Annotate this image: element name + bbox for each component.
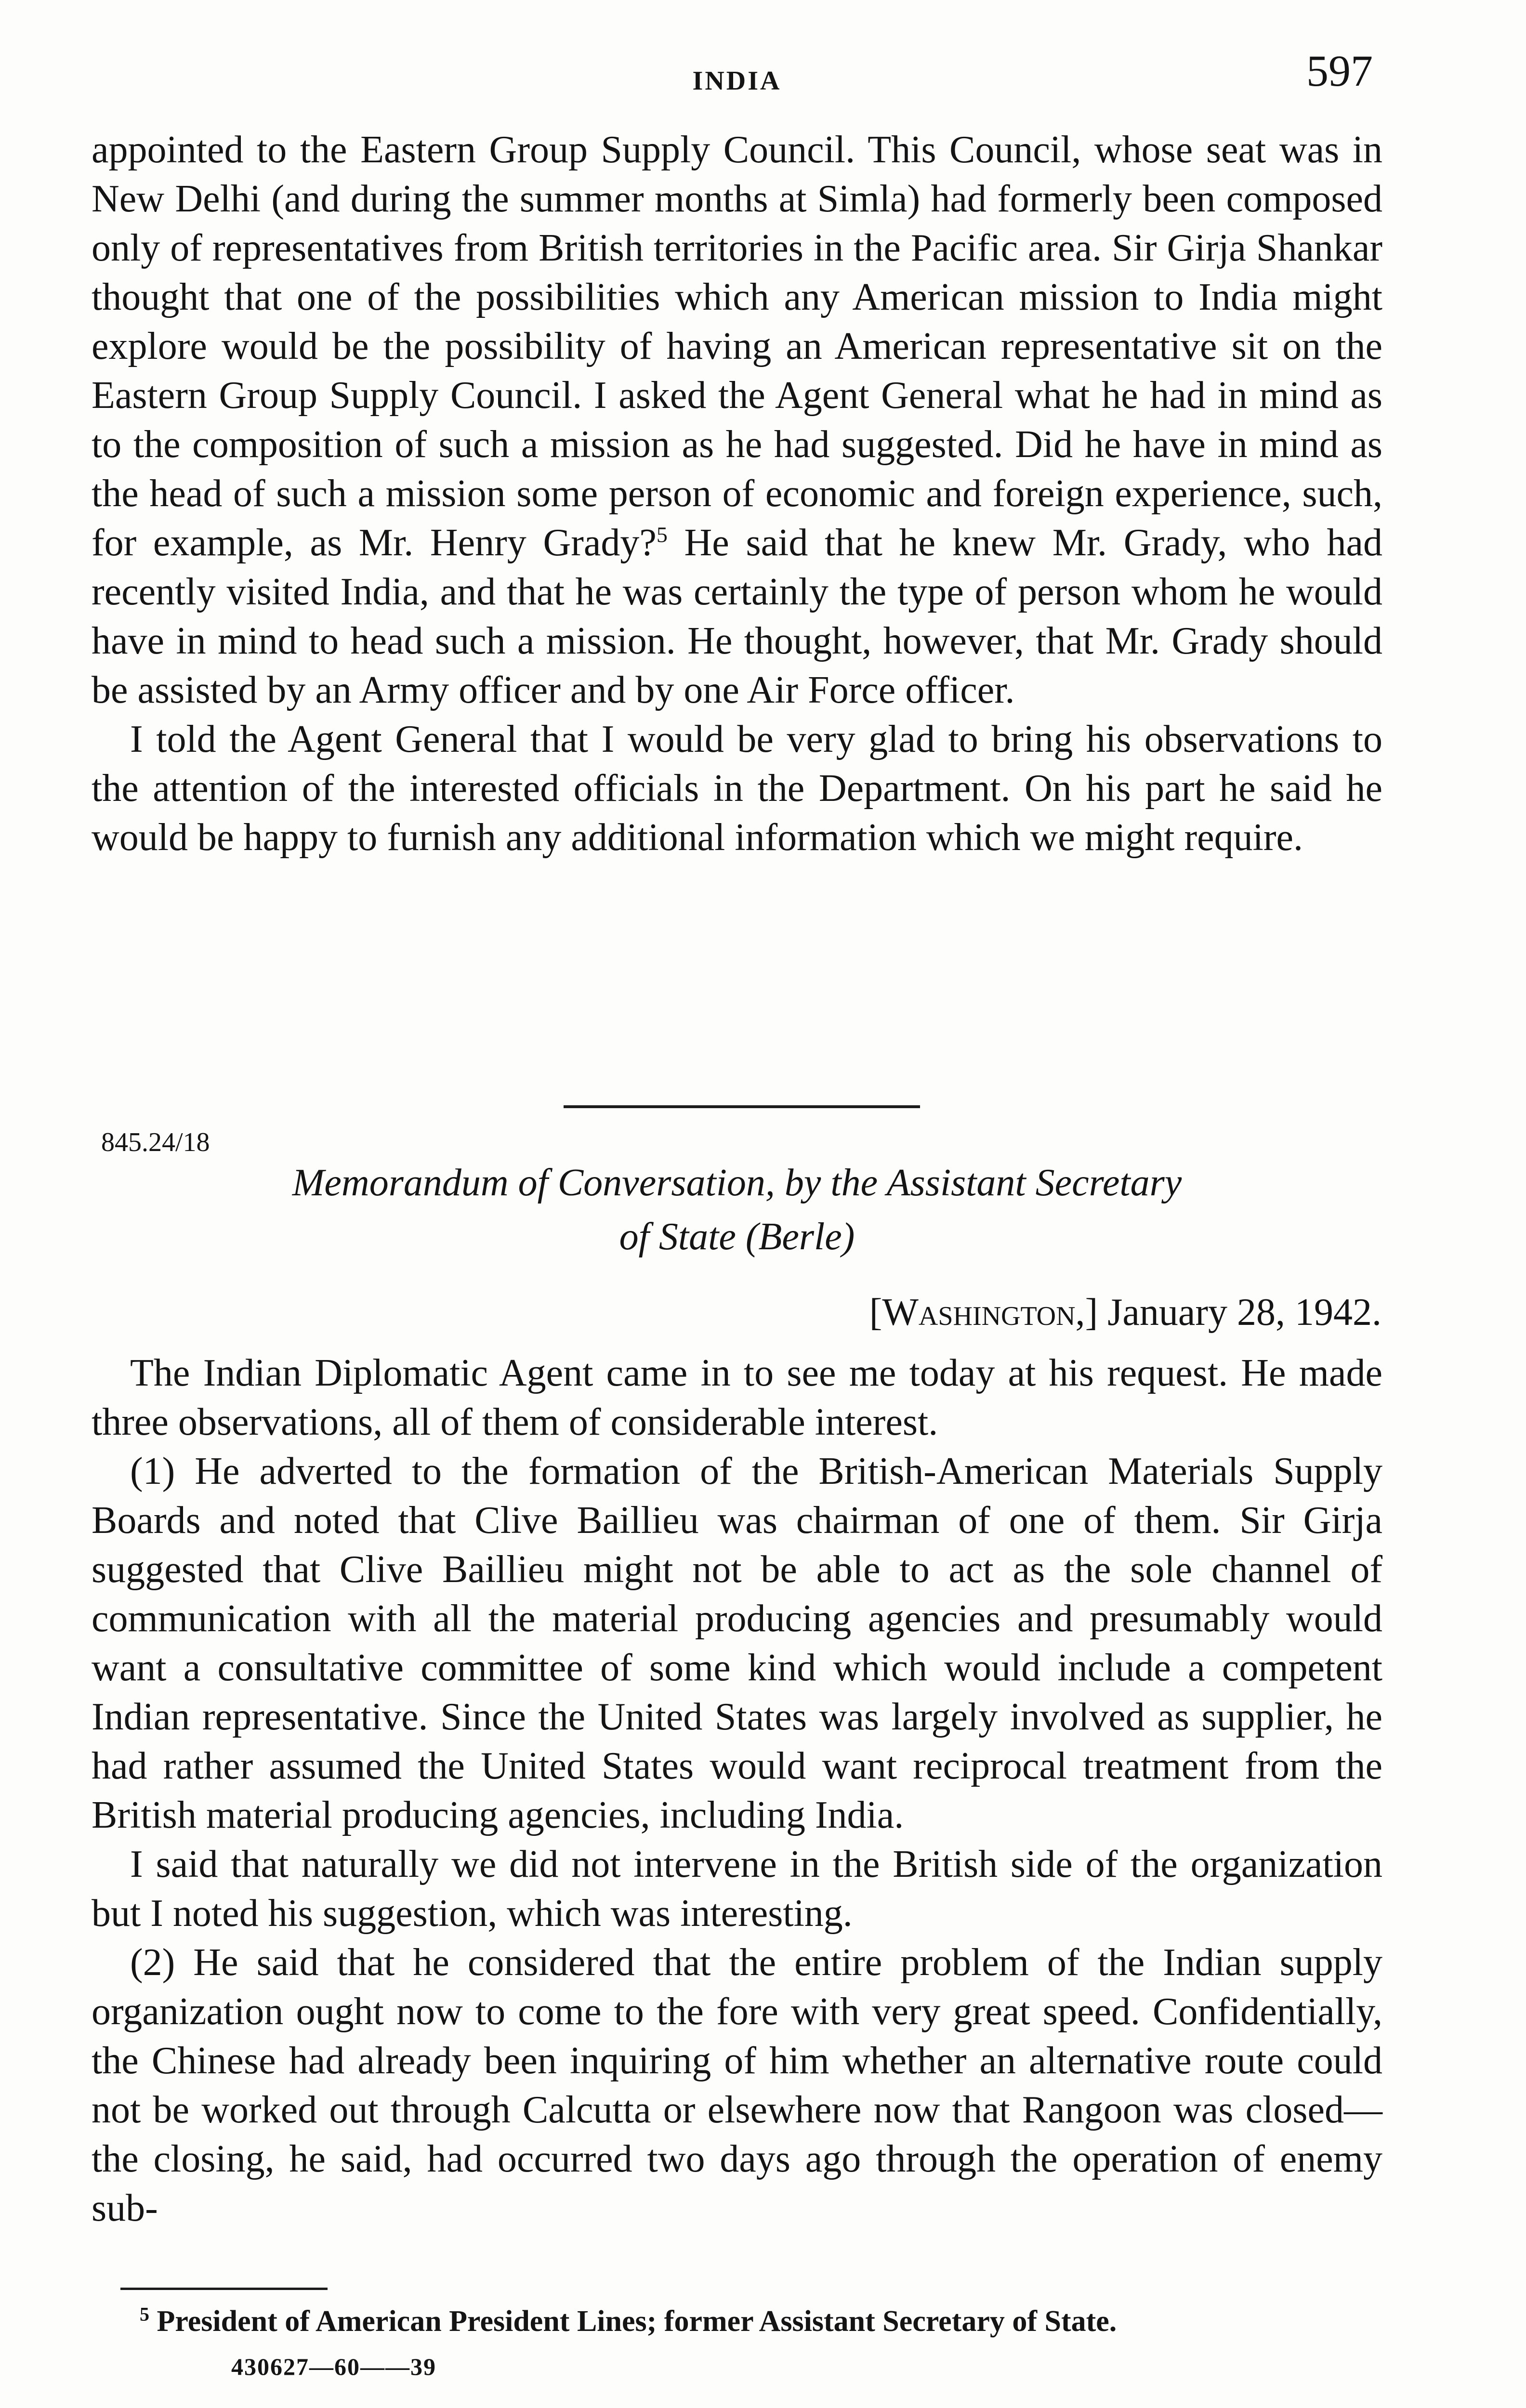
memo-title-line: of State (Berle) <box>619 1216 855 1258</box>
memo-title <box>92 1156 1382 1264</box>
dateline-date: January 28, 1942. <box>1107 1291 1381 1334</box>
paragraph-text: appointed to the Eastern Group Supply Council. This Council, whose seat was in New Delhi (and during the summer months at Simla) had formerly been composed only of representatives from British territories in the Pacific area. Sir Girja Shankar thought that one of the possibilities which any American mission to India might explore would be the possibility of having an American representative sit on the Eastern Group Supply Council. I asked the Agent General what he had in mind as to the composition of such a mission as he had suggested. Did he have in mind as the head of such a mission some person of economic and foreign experience, such, for example, as Mr. Henry Grady? <box>92 129 1382 564</box>
dateline: [Washington,] January 28, 1942. <box>869 1291 1381 1334</box>
print-code: 430627—60——39 <box>231 2353 436 2380</box>
running-header <box>92 39 1382 106</box>
paragraph-text: He said that he knew Mr. Grady, who had recently visited India, and that he was certainly the type of person whom he would have in mind to head such a mission. He thought, however, that Mr. Grady should be assisted by an Army officer and by one Air Force officer. <box>92 522 1383 711</box>
paragraph: I said that naturally we did not intervene in the British side of the organization but I noted his suggestion, which was interesting. <box>92 1843 1382 1935</box>
page-number: 597 <box>1306 46 1373 95</box>
dateline-place: Washington, <box>882 1291 1085 1334</box>
footnote <box>140 2302 1392 2341</box>
section-divider <box>564 1105 920 1108</box>
memo-title-line: Memorandum of Conversation, by the Assistant Secretary <box>292 1162 1182 1204</box>
footnote-text: President of American President Lines; former Assistant Secretary of State. <box>157 2305 1117 2338</box>
continuation-text <box>92 125 1382 862</box>
footnote-reference: 5 <box>656 522 668 547</box>
footnote-number: 5 <box>140 2303 149 2325</box>
paragraph: (1) He adverted to the formation of the British-American Materials Supply Boards and noted that Clive Baillieu was chairman of one of them. Sir Girja suggested that Clive Baillieu might not be able to act as the sole channel of communication with all the material producing agencies and presumably would want a consultative committee of some kind which would include a competent Indian representative. Since the United States was largely involved as supplier, he had rather assumed the United States would want reciprocal treatment from the British material producing agencies, including India. <box>92 1450 1382 1836</box>
paragraph: (2) He said that he considered that the entire problem of the Indian supply organization ought now to come to the fore with very great speed. Confidentially, the Chinese had already been inquiring of him whether an alternative route could not be worked out through Calcutta or elsewhere now that Rangoon was closed—the closing, he said, had occurred two days ago through the operation of enemy sub- <box>92 1941 1382 2229</box>
memo-body <box>92 1348 1382 2233</box>
paragraph: The Indian Diplomatic Agent came in to see me today at his request. He made three observations, all of them of considerable interest. <box>92 1352 1382 1443</box>
footnote-divider <box>120 2288 328 2290</box>
paragraph <box>92 125 1382 715</box>
file-number: 845.24/18 <box>101 1127 210 1157</box>
paragraph: I told the Agent General that I would be very glad to bring his observations to the attention of the interested officials in the Department. On his part he said he would be happy to furnish any additional information which we might require. <box>92 718 1382 859</box>
header-title: INDIA <box>692 66 782 96</box>
